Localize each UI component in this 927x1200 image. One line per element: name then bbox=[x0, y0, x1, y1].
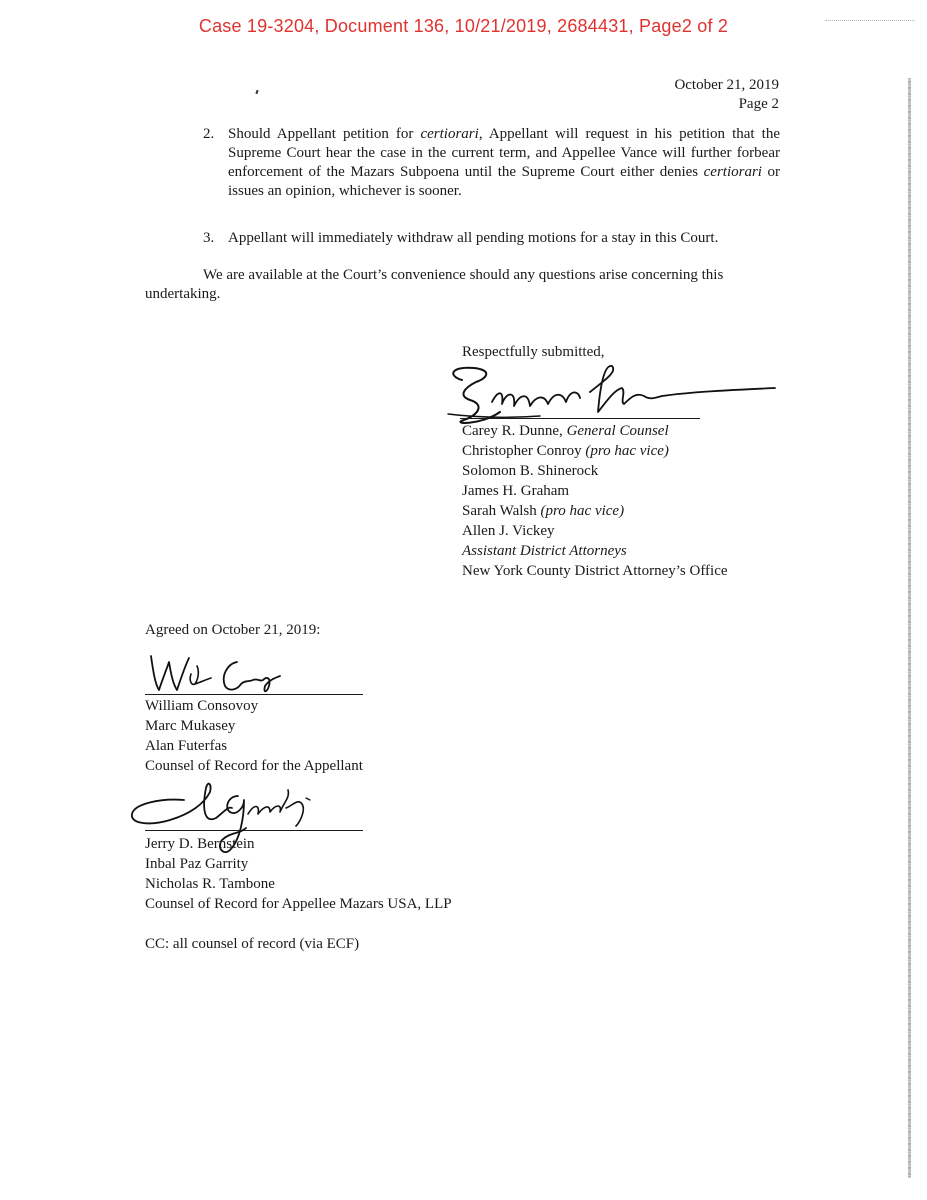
signature-line-appellee bbox=[460, 418, 700, 419]
counsel-line: Sarah Walsh (pro hac vice) bbox=[462, 503, 625, 519]
letter-date: October 21, 2019 bbox=[674, 77, 779, 93]
closing-salutation: Respectfully submitted, bbox=[462, 344, 605, 360]
numbered-item-2 bbox=[203, 125, 780, 201]
item-number: 3. bbox=[203, 230, 215, 246]
item-text bbox=[228, 125, 780, 201]
item-number: 2. bbox=[203, 126, 215, 142]
item-text-italic: certiorari bbox=[420, 126, 479, 142]
counsel-line: Inbal Paz Garrity bbox=[145, 856, 249, 872]
case-header: Case 19-3204, Document 136, 10/21/2019, 2684431, Page2 of 2 bbox=[198, 16, 729, 36]
numbered-item-3 bbox=[203, 229, 780, 248]
respectfully-submitted bbox=[462, 342, 604, 362]
counsel-line: James H. Graham bbox=[462, 483, 570, 499]
item-text-italic: certiorari bbox=[703, 164, 762, 180]
item-text-part: or issues an opinion, whichever is sooner. bbox=[228, 164, 781, 199]
scan-speck bbox=[255, 90, 258, 94]
counsel-line: Counsel of Record for the Appellant bbox=[145, 758, 363, 774]
letter-date-block bbox=[674, 76, 779, 114]
scan-artifact-right-edge bbox=[908, 78, 911, 1178]
counsel-line: Carey R. Dunne, General Counsel bbox=[462, 423, 669, 439]
item-text-part: Should Appellant petition for bbox=[228, 126, 421, 142]
counsel-line: William Consovoy bbox=[145, 698, 259, 714]
page-number: Page 2 bbox=[738, 96, 779, 112]
signature-line-appellant bbox=[145, 694, 363, 695]
item-text bbox=[228, 229, 780, 248]
consovoy-signature bbox=[145, 650, 285, 698]
counsel-line: Allen J. Vickey bbox=[462, 523, 555, 539]
counsel-line: Christopher Conroy (pro hac vice) bbox=[462, 443, 669, 459]
closing-paragraph: We are available at the Court’s convenience should any questions arise concerning this undertaking. bbox=[145, 267, 724, 302]
counsel-line: Counsel of Record for Appellee Mazars USA, LLP bbox=[145, 896, 452, 912]
cc-text: CC: all counsel of record (via ECF) bbox=[145, 936, 360, 952]
appellant-counsel-list bbox=[145, 696, 363, 776]
counsel-line: Marc Mukasey bbox=[145, 718, 236, 734]
cc-line bbox=[145, 934, 359, 954]
counsel-line: Assistant District Attorneys bbox=[462, 543, 627, 559]
counsel-line: Jerry D. Bernstein bbox=[145, 836, 255, 852]
signature-line-mazars bbox=[145, 830, 363, 831]
agreement-label bbox=[145, 620, 320, 640]
item-text-part: Appellant will immediately withdraw all pending motions for a stay in this Court. bbox=[228, 230, 719, 246]
scan-artifact-top bbox=[825, 20, 915, 22]
agreement-text: Agreed on October 21, 2019: bbox=[145, 622, 321, 638]
appellee-counsel-list bbox=[462, 421, 728, 581]
counsel-line: Alan Futerfas bbox=[145, 738, 228, 754]
mazars-counsel-list bbox=[145, 834, 452, 914]
counsel-line: Solomon B. Shinerock bbox=[462, 463, 599, 479]
counsel-line: Nicholas R. Tambone bbox=[145, 876, 275, 892]
counsel-line: New York County District Attorney’s Office bbox=[462, 563, 728, 579]
item-text-part: , Appellant will request in his petition that the Supreme Court hear the case in the current term, and Appellee Vance will further forbear enforcement of the Mazars Subpoena until the Supreme Court either denies bbox=[228, 126, 780, 180]
